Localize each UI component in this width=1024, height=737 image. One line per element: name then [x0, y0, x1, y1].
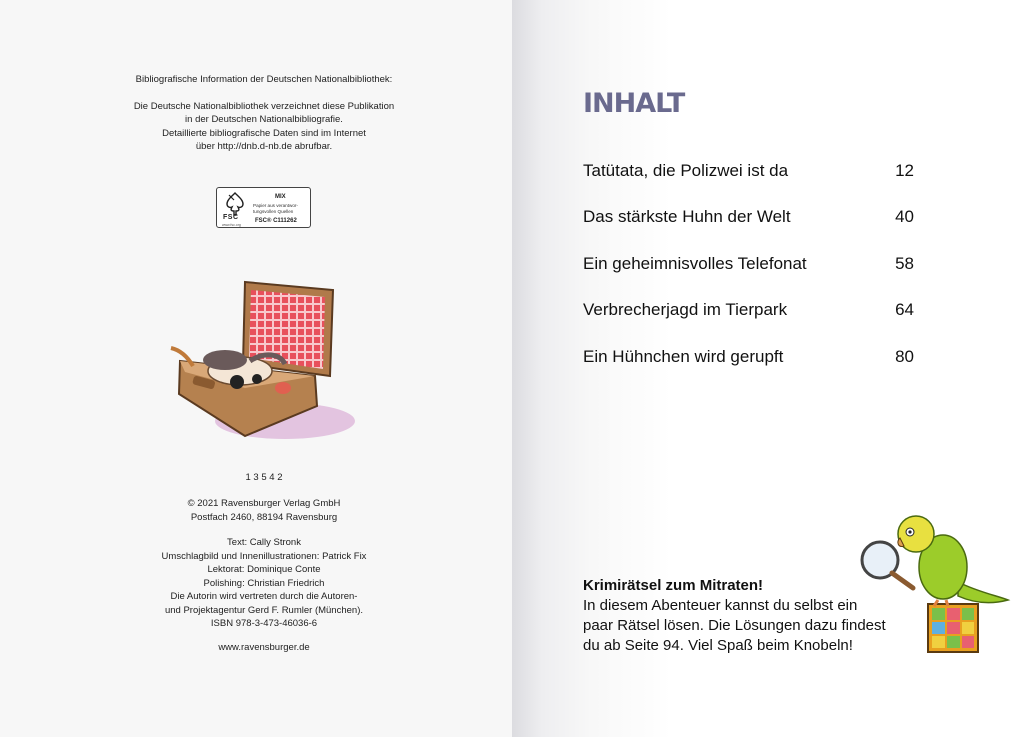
toc-entry-page: 58 — [895, 254, 914, 273]
krimi-line: In diesem Abenteuer kannst du selbst ein — [583, 597, 858, 614]
credit-line: Die Autorin wird vertreten durch die Autoren- — [170, 591, 358, 602]
fsc-url: www.fsc.org — [222, 223, 241, 227]
fsc-label — [216, 187, 311, 228]
publisher-info — [0, 497, 528, 524]
toc-entry — [583, 204, 914, 230]
fsc-text-line: tungsvollen Quellen — [253, 208, 294, 214]
biblio-line: Bibliografische Information der Deutschen Nationalbibliothek: — [135, 74, 393, 85]
toc-entry — [583, 297, 914, 323]
biblio-line: in der Deutschen Nationalbibliografie. — [185, 114, 343, 125]
website: www.ravensburger.de — [218, 642, 310, 653]
krimi-line: paar Rätsel lösen. Die Lösungen dazu findest — [583, 617, 886, 634]
krimi-heading: Krimirätsel zum Mitraten! — [583, 577, 764, 594]
fsc-mix: MIX — [275, 194, 286, 200]
credits — [0, 536, 528, 631]
toc-entry — [583, 251, 914, 277]
parrot-magnifier-illustration — [858, 512, 1013, 657]
biblio-line: über http://dnb.d-nb.de abrufbar. — [195, 141, 333, 152]
credit-line: und Projektagentur Gerd F. Rumler (München). — [164, 604, 363, 616]
print-run: 1 3 5 4 2 — [245, 472, 283, 483]
fsc-letters: FSC — [223, 214, 239, 221]
suitcase-dog-illustration — [165, 276, 360, 446]
credit-line: Umschlagbild und Innenillustrationen: Patrick Fix — [161, 550, 367, 562]
publisher-line: © 2021 Ravensburger Verlag GmbH — [187, 498, 341, 509]
credit-line: Lektorat: Dominique Conte — [207, 564, 321, 575]
biblio-info — [0, 73, 528, 154]
toc-entry-page: 80 — [895, 347, 914, 366]
toc-entry — [583, 344, 914, 370]
credit-line: ISBN 978-3-473-46036-6 — [210, 618, 318, 629]
toc-entry-page: 12 — [895, 161, 914, 180]
toc-title: INHALT — [583, 88, 685, 119]
fsc-text — [253, 203, 298, 214]
credit-line: Text: Cally Stronk — [227, 537, 301, 548]
toc-entry-title: Das stärkste Huhn der Welt — [583, 207, 791, 226]
fsc-code: FSC® C111262 — [255, 218, 297, 224]
toc-entry-title: Tatütata, die Polizwei ist da — [583, 161, 789, 180]
toc-entry-title: Ein geheimnisvolles Telefonat — [583, 254, 807, 273]
publisher-line: Postfach 2460, 88194 Ravensburg — [190, 511, 338, 523]
biblio-line: Detaillierte bibliografische Daten sind im Internet — [162, 127, 366, 139]
toc-entry-page: 40 — [895, 207, 914, 226]
fsc-text-line: Papier aus verantwor- — [253, 203, 298, 208]
toc-entry-page: 64 — [895, 300, 914, 319]
biblio-line: Die Deutsche Nationalbibliothek verzeichnet diese Publikation — [133, 100, 395, 112]
toc-entry — [583, 158, 914, 184]
krimi-line: du ab Seite 94. Viel Spaß beim Knobeln! — [583, 637, 853, 654]
toc-entry-title: Ein Hühnchen wird gerupft — [583, 347, 784, 366]
krimi-info — [583, 576, 886, 656]
credit-line: Polishing: Christian Friedrich — [203, 577, 325, 589]
toc-entry-title: Verbrecherjagd im Tierpark — [583, 300, 788, 319]
